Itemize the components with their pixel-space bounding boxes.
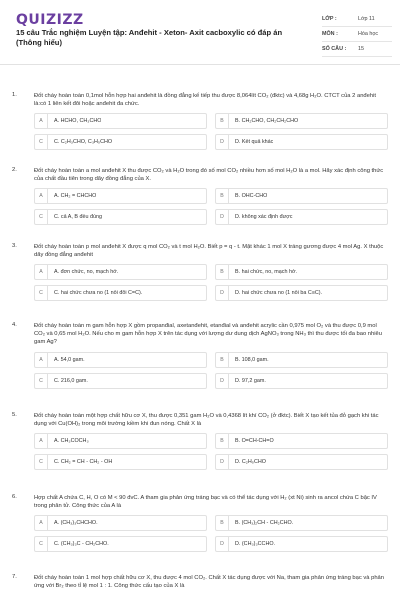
options-grid [34, 515, 388, 552]
meta-row-count [322, 42, 392, 57]
option-text: B. CH₂CHO, CH₂CH₂CHO [235, 118, 299, 125]
option-letter: B [216, 516, 229, 530]
option-a[interactable] [34, 515, 207, 531]
question-2 [12, 167, 388, 225]
option-text: A. HCHO, CH₃CHO [54, 118, 102, 125]
question-7 [12, 574, 388, 590]
question-1 [12, 92, 388, 150]
option-text: A. 54,0 gam. [54, 356, 85, 363]
meta-key: MÔN : [322, 31, 338, 37]
option-b[interactable] [215, 433, 388, 449]
option-b[interactable] [215, 113, 388, 129]
option-d[interactable] [215, 454, 388, 470]
option-letter: D [216, 135, 229, 149]
quizizz-logo: QUIZIZZ [16, 12, 84, 28]
question-number: 3. [12, 243, 17, 249]
meta-value: Hóa học [358, 31, 379, 37]
option-text: C. 216,0 gam. [54, 377, 88, 384]
option-b[interactable] [215, 188, 388, 204]
option-d[interactable] [215, 285, 388, 301]
option-text: C. (CH₃)₃C - CH₂CHO. [54, 541, 109, 548]
option-letter: C [35, 537, 48, 551]
options-grid [34, 352, 388, 389]
question-number: 1. [12, 92, 17, 98]
option-letter: B [216, 265, 229, 279]
option-text: D. C₂H₅CHO [235, 459, 266, 466]
question-text: Đốt cháy hoàn toàn 0,1mol hỗn hợp hai anđehit là đồng đẳng kế tiếp thu được 8,064lít CO₂ (đktc) và 4,68g H₂O. CTCT của 2 anđehit là:có 1 liên kết đôi hoặc anđehit đa chức. [34, 93, 376, 108]
option-b[interactable] [215, 264, 388, 280]
meta-table [322, 12, 392, 57]
page-title: 15 câu Trắc nghiệm Luyện tập: Anđehit - Xeton- Axit cacboxylic có đáp án (Thông hiểu) [16, 28, 283, 47]
option-a[interactable] [34, 113, 207, 129]
option-text: B. OHC-CHO [235, 193, 268, 200]
option-b[interactable] [215, 352, 388, 368]
option-letter: D [216, 374, 229, 388]
options-grid [34, 188, 388, 225]
options-grid [34, 113, 388, 150]
option-text: C. hai chức chưa no (1 nối đôi C=C). [54, 290, 143, 297]
option-letter: A [35, 516, 48, 530]
option-text: D. 97,2 gam. [235, 377, 266, 384]
question-text: Đốt cháy hoàn toàn p mol anđehit X được q mol CO₂ và t mol H₂O. Biết p = q - t. Mặt khác 1 mol X tráng gương được 4 mol Ag. X thuộc dãy đồng đẳng anđehit [34, 244, 384, 259]
option-letter: B [216, 189, 229, 203]
question-4 [12, 322, 388, 389]
option-c[interactable] [34, 536, 207, 552]
option-letter: A [35, 114, 48, 128]
option-d[interactable] [215, 536, 388, 552]
question-text: Đốt cháy hoàn toàn m gam hỗn hợp X gồm propanđial, axetanđehit, etanđial và anđehit acrylic cần 0,975 mol O₂ và thu được 0,9 mol CO₂ và 0,65 mol H₂O. Nếu cho m gam hỗn hợp X trên tác dụng với lượng dư dung dịch AgNO₃ trong NH₃ thì thu được tối đa bao nhiêu gam Ag? [34, 323, 382, 346]
header [0, 0, 400, 65]
option-letter: C [35, 210, 48, 224]
option-text: D. Kết quả khác [235, 139, 274, 146]
question-5 [12, 412, 388, 470]
options-grid [34, 433, 388, 470]
option-letter: C [35, 455, 48, 469]
question-6 [12, 494, 388, 552]
option-text: A. đơn chức, no, mạch hở. [54, 269, 119, 276]
option-letter: D [216, 537, 229, 551]
meta-key: SỐ CÂU : [322, 46, 347, 52]
option-text: A. (CH₃)₃CHCHO. [54, 520, 98, 527]
question-number: 5. [12, 412, 17, 418]
option-b[interactable] [215, 515, 388, 531]
option-text: D. không xác định được [235, 214, 293, 221]
option-text: C. C₂H₃CHO, C₃H₅CHO [54, 139, 113, 146]
meta-row-subject [322, 27, 392, 42]
option-c[interactable] [34, 134, 207, 150]
options-grid [34, 264, 388, 301]
option-text: B. 108,0 gam. [235, 356, 269, 363]
meta-value: 15 [358, 46, 364, 52]
option-text: D. (CH₃)₃CCHO. [235, 541, 276, 548]
option-letter: B [216, 353, 229, 367]
meta-value: Lớp 11 [358, 16, 375, 22]
question-text: Đốt cháy hoàn toàn 1 mol hợp chất hữu cơ X, thu được 4 mol CO₂. Chất X tác dụng được với Na, tham gia phản ứng tráng bạc và phản ứng với Br₂ theo tỉ lệ mol 1 : 1. Công thức cấu tạo của X là [34, 575, 384, 590]
option-letter: C [35, 286, 48, 300]
option-d[interactable] [215, 373, 388, 389]
option-c[interactable] [34, 209, 207, 225]
option-text: B. O=CH-CH=O [235, 438, 274, 445]
option-letter: C [35, 374, 48, 388]
question-number: 2. [12, 167, 17, 173]
option-letter: A [35, 189, 48, 203]
option-letter: D [216, 286, 229, 300]
option-letter: D [216, 210, 229, 224]
option-a[interactable] [34, 188, 207, 204]
option-letter: A [35, 265, 48, 279]
option-c[interactable] [34, 373, 207, 389]
option-text: D. hai chức chưa no (1 nối ba C≡C). [235, 290, 323, 297]
meta-key: LỚP : [322, 16, 337, 22]
option-letter: D [216, 455, 229, 469]
option-a[interactable] [34, 264, 207, 280]
question-number: 6. [12, 494, 17, 500]
meta-row-grade [322, 12, 392, 27]
question-text: Hợp chất A chứa C, H, O có M < 90 đvC. A tham gia phản ứng tráng bạc và có thể tác dụng với H₂ (xt Ni) sinh ra ancol chứa C bậc IV trong phân tử. Công thức của A là [34, 495, 377, 510]
option-letter: B [216, 114, 229, 128]
option-text: A. CH₃COCH₃ [54, 438, 89, 445]
question-number: 7. [12, 574, 17, 580]
option-text: B. hai chức, no, mạch hở. [235, 269, 297, 276]
option-letter: C [35, 135, 48, 149]
question-number: 4. [12, 322, 17, 328]
question-text: Đốt cháy hoàn toàn a mol anđehit X thu được CO₂ và H₂O trong đó số mol CO₂ nhiều hơn số mol H₂O là a mol. Hãy xác định công thức của chất đầu tiên trong dãy đồng đẳng của X. [34, 168, 384, 183]
option-text: C. cả A, B đều đúng [54, 214, 102, 221]
option-letter: A [35, 353, 48, 367]
option-a[interactable] [34, 352, 207, 368]
option-d[interactable] [215, 209, 388, 225]
option-a[interactable] [34, 433, 207, 449]
option-text: C. CH₂ = CH - CH₂ - OH [54, 459, 113, 466]
question-text: Đốt cháy hoàn toàn một hợp chất hữu cơ X, thu được 0,351 gam H₂O và 0,4368 lít khí CO₂ (ở đktc). Biết X tạo kết tủa đỏ gạch khi tác dụng với Cu(OH)₂ trong môi trường kiềm khi đun nóng. Chất X là [34, 413, 379, 428]
option-letter: B [216, 434, 229, 448]
option-c[interactable] [34, 454, 207, 470]
option-letter: A [35, 434, 48, 448]
option-d[interactable] [215, 134, 388, 150]
option-text: A. CH₂ = CHCHO [54, 193, 97, 200]
option-c[interactable] [34, 285, 207, 301]
question-3 [12, 243, 388, 301]
option-text: B. (CH₃)₂CH - CH₂CHO. [235, 520, 294, 527]
